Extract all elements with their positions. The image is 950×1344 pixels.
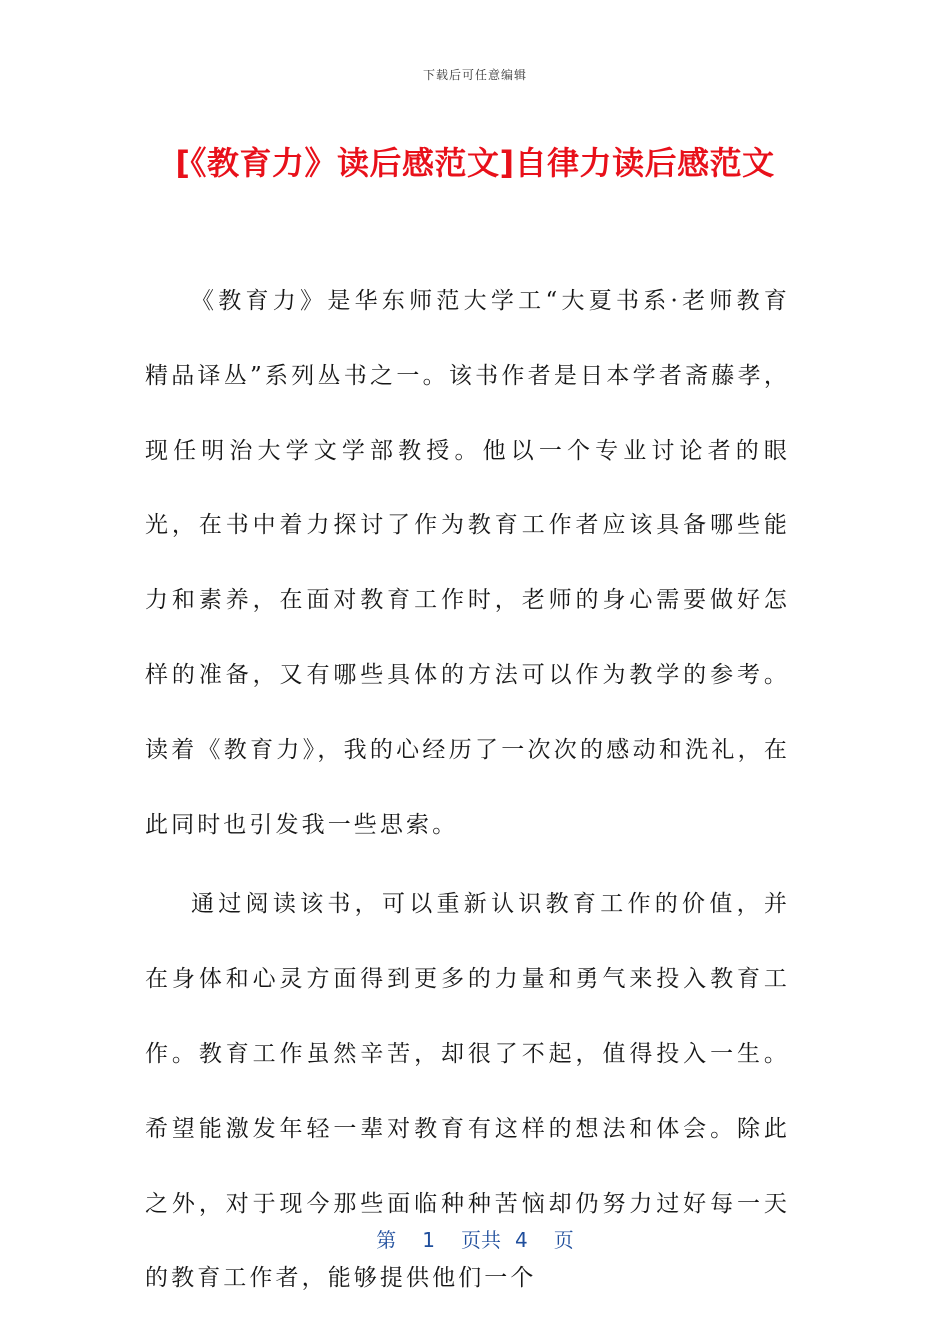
paragraph: 《教育力》是华东师范大学工“大夏书系·老师教育精品译丛”系列丛书之一。该书作者是日本学者斋藤孝，现任明治大学文学部教授。他以一个专业讨论者的眼光，在书中着力探讨了作为教育工作者应该具备哪些能力和素养，在面对教育工作时，老师的身心需要做好怎样的准备，又有哪些具体的方法可以作为教学的参考。读着《教育力》，我的心经历了一次次的感动和洗礼，在此同时也引发我一些思索。 [145,288,790,838]
footer-total-pages: 4 [515,1228,528,1252]
footer-page-suffix: 页 [553,1228,574,1252]
page-footer [0,1224,950,1253]
footer-page-middle: 页共 [461,1228,501,1252]
document-title: [《教育力》读后感范文]自律力读后感范文 [175,144,775,182]
header-note: 下载后可任意编辑 [422,68,527,82]
document-body [145,264,790,1316]
footer-page-number: 1 [422,1228,435,1252]
paragraph: 通过阅读该书，可以重新认识教育工作的价值，并在身体和心灵方面得到更多的力量和勇气来投入教育工作。教育工作虽然辛苦，却很了不起，值得投入一生。希望能激发年轻一辈对教育有这样的想法和体会。除此之外，对于现今那些面临种种苦恼却仍努力过好每一天的教育工作者，能够提供他们一个 [145,891,790,1292]
footer-page-prefix: 第 [376,1228,397,1252]
